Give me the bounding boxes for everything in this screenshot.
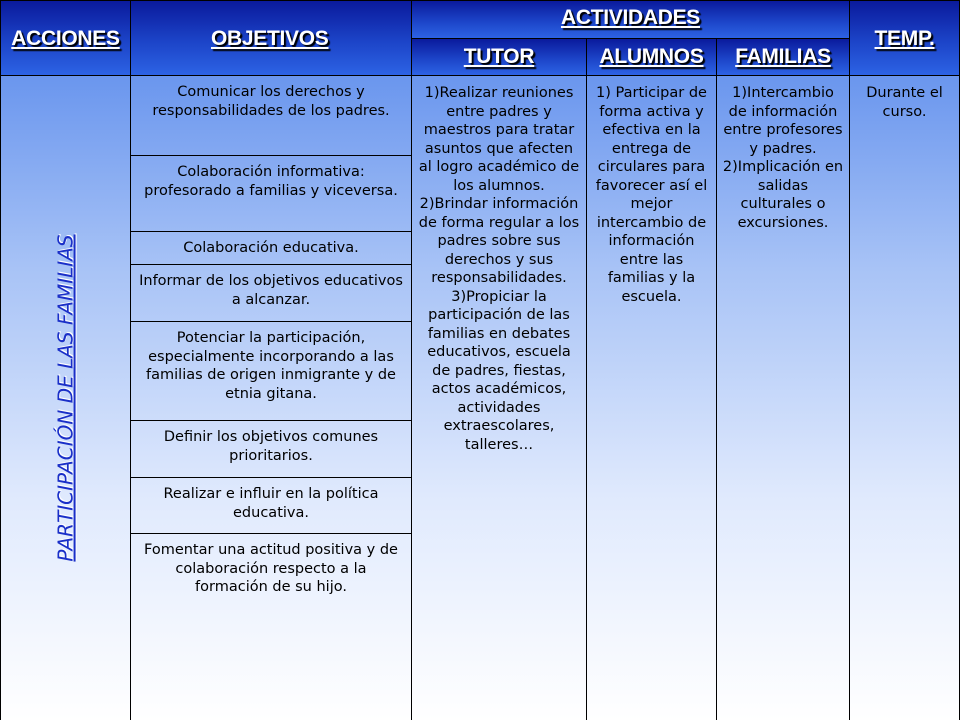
tutor-text: 1)Realizar reuniones entre padres y maestros para tratar asuntos que afecten al logro académico de los alumnos. 2)Brindar información de forma regular a los padres sobre sus derechos y sus responsabilidades. 3)Propiciar la participación de las familias en debates educativos, escuela de padres, fiestas, actos académicos, actividades extraescolares, talleres… xyxy=(418,85,580,453)
header-alumnos-label: ALUMNOS xyxy=(599,45,704,68)
objetivo-row xyxy=(130,264,412,322)
objetivo-row xyxy=(130,155,412,232)
objetivo-row xyxy=(130,420,412,478)
objetivo-text: Definir los objetivos comunes prioritarios. xyxy=(163,429,379,464)
objetivo-text: Colaboración informativa: profesorado a familias y viceversa. xyxy=(144,164,398,199)
header-tutor xyxy=(411,38,587,76)
accion-title: PARTICIPACIÓN DE LAS FAMILIAS xyxy=(54,234,78,562)
header-familias-label: FAMILIAS xyxy=(735,45,831,68)
objetivo-text: Comunicar los derechos y responsabilidades de los padres. xyxy=(152,84,390,119)
tutor-cell xyxy=(411,75,587,720)
accion-cell xyxy=(0,75,131,720)
header-tutor-label: TUTOR xyxy=(463,45,535,68)
objetivo-row xyxy=(130,75,412,156)
header-objetivos xyxy=(130,0,412,76)
objetivo-row xyxy=(130,533,412,720)
header-actividades-label: ACTIVIDADES xyxy=(560,6,701,29)
header-acciones xyxy=(0,0,131,76)
objetivo-row xyxy=(130,477,412,534)
header-temp xyxy=(849,0,960,76)
accion-vertical-wrapper xyxy=(1,76,131,720)
temp-cell xyxy=(849,75,960,720)
temp-text: Durante el curso. xyxy=(866,85,943,120)
familias-cell xyxy=(716,75,850,720)
header-acciones-label: ACCIONES xyxy=(11,27,120,50)
familias-text: 1)Intercambio de información entre profesores y padres. 2)Implicación en salidas culturales o excursiones. xyxy=(722,85,844,231)
alumnos-cell xyxy=(586,75,717,720)
objetivo-text: Fomentar una actitud positiva y de colaboración respecto a la formación de su hijo. xyxy=(144,542,398,595)
objetivo-text: Realizar e influir en la política educativa. xyxy=(163,486,379,521)
header-temp-label: TEMP. xyxy=(874,27,935,50)
header-familias xyxy=(716,38,850,76)
objetivo-text: Informar de los objetivos educativos a alcanzar. xyxy=(139,273,403,308)
alumnos-text: 1) Participar de forma activa y efectiva en la entrega de circulares para favorecer así el mejor intercambio de información entre las familias y la escuela. xyxy=(595,85,708,305)
header-actividades xyxy=(411,0,850,39)
header-alumnos xyxy=(586,38,717,76)
header-objetivos-label: OBJETIVOS xyxy=(211,27,329,50)
objetivo-text: Potenciar la participación, especialmente incorporando a las familias de origen inmigrante y de etnia gitana. xyxy=(146,330,396,402)
objetivo-row xyxy=(130,321,412,421)
objetivo-text: Colaboración educativa. xyxy=(183,240,359,256)
objetivo-row xyxy=(130,231,412,265)
